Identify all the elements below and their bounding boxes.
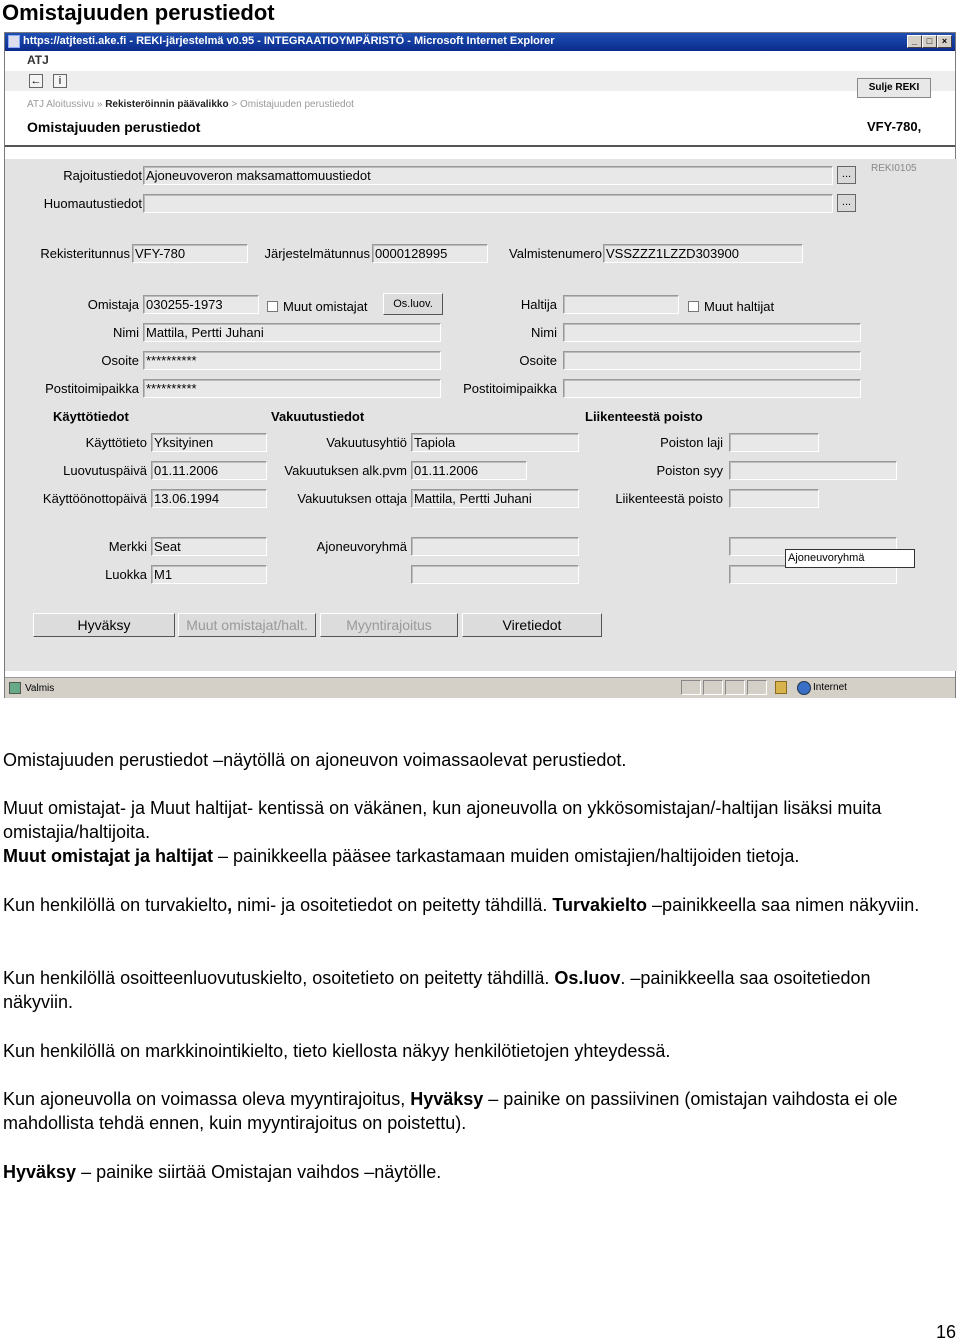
valmistenumero-field[interactable]: VSSZZZ1LZZD303900 [603, 244, 803, 263]
vakuutuksen-alk-field[interactable]: 01.11.2006 [411, 461, 527, 480]
maximize-button[interactable]: □ [922, 35, 937, 48]
vakuutusyhtio-label: Vakuutusyhtiö [326, 435, 407, 450]
breadcrumb-paavalikko[interactable]: Rekisteröinnin päävalikko [105, 99, 229, 110]
breadcrumb: ATJ Aloitussivu » Rekisteröinnin päävalikko > Omistajuuden perustiedot [27, 99, 354, 110]
paragraph-2: Muut omistajat- ja Muut haltijat- kentissä on väkänen, kun ajoneuvolla on ykkösomistajan/-haltijan lisäksi muita omistajia/haltijoita. Muut omistajat ja haltijat – painikkeella pääsee tarkastamaan muiden omistajien/haltijoiden tietoja. [3, 798, 882, 866]
merkki-label: Merkki [108, 539, 147, 554]
kayttotieto-field[interactable]: Yksityinen [151, 433, 267, 452]
vakuutuksen-ottaja-label: Vakuutuksen ottaja [297, 491, 407, 506]
page-registration: VFY-780, [867, 119, 922, 134]
liikenteesta-poisto-field[interactable] [729, 489, 819, 508]
huomautustiedot-field[interactable] [143, 194, 833, 213]
browser-window [4, 32, 956, 698]
vakuutustiedot-heading: Vakuutustiedot [271, 409, 365, 424]
omistaja-label: Omistaja [87, 297, 139, 312]
info-icon[interactable]: i [53, 74, 67, 88]
poiston-syy-field[interactable] [729, 461, 897, 480]
viretiedot-button[interactable]: Viretiedot [462, 613, 602, 637]
muut-omistajat-checkbox[interactable] [267, 301, 278, 312]
kayttoonottopaiva-field[interactable]: 13.06.1994 [151, 489, 267, 508]
breadcrumb-current: Omistajuuden perustiedot [239, 99, 354, 110]
status-segment [681, 680, 701, 695]
poiston-laji-label: Poiston laji [660, 435, 723, 450]
luokka-field[interactable]: M1 [151, 565, 267, 584]
poiston-laji-field[interactable] [729, 433, 819, 452]
haltija-field[interactable] [563, 295, 679, 314]
haltija-nimi-label: Nimi [531, 325, 557, 340]
screen-code: REKI0105 [871, 163, 917, 174]
postitoimipaikka-field[interactable]: ********** [143, 379, 441, 398]
osluov-button[interactable]: Os.luov. [383, 293, 443, 315]
haltija-nimi-field[interactable] [563, 323, 861, 342]
liikenteesta-poisto-heading: Liikenteestä poisto [585, 409, 703, 424]
haltija-postitoimipaikka-label: Postitoimipaikka [463, 381, 557, 396]
hyvaksy-button[interactable]: Hyväksy [33, 613, 175, 637]
form-area [5, 159, 957, 671]
vakuutuksen-ottaja-field[interactable]: Mattila, Pertti Juhani [411, 489, 579, 508]
luokka-label: Luokka [105, 567, 147, 582]
paragraph-5: Kun henkilöllä on markkinointikielto, tieto kiellosta näkyy henkilötietojen yhteydessä. [3, 1041, 671, 1061]
divider [5, 145, 955, 147]
nimi-field[interactable]: Mattila, Pertti Juhani [143, 323, 441, 342]
close-window-button[interactable]: × [937, 35, 952, 48]
haltija-osoite-label: Osoite [519, 353, 557, 368]
kayttotieto-label: Käyttötieto [85, 435, 147, 450]
status-segment [703, 680, 723, 695]
paragraph-4: Kun henkilöllä osoitteenluovutuskielto, osoitetieto on peitetty tähdillä. Os.luov. –painikkeella saa osoitetiedon näkyviin. [3, 968, 871, 1012]
osoite-field[interactable]: ********** [143, 351, 441, 370]
status-text: Valmis [25, 683, 55, 694]
window-title: https://atjtesti.ake.fi - REKI-järjestelmä v0.95 - INTEGRAATIOYMPÄRISTÖ - Microsoft Internet Explorer [23, 35, 555, 47]
merkki-field[interactable]: Seat [151, 537, 267, 556]
huomautustiedot-more-button[interactable]: ... [837, 194, 856, 212]
vakuutusyhtio-field[interactable]: Tapiola [411, 433, 579, 452]
breadcrumb-aloitussivu[interactable]: ATJ Aloitussivu [27, 99, 95, 110]
close-reki-button[interactable]: Sulje REKI [857, 78, 931, 98]
osoite-label: Osoite [101, 353, 139, 368]
paragraph-7: Hyväksy – painike siirtää Omistajan vaihdos –näytölle. [3, 1162, 442, 1182]
jarjestelmatunnus-field[interactable]: 0000128995 [372, 244, 488, 263]
postitoimipaikka-label: Postitoimipaikka [45, 381, 139, 396]
document-title: Omistajuuden perustiedot [2, 0, 275, 25]
ajoneuvoryhma-field[interactable] [411, 537, 579, 556]
muut-haltijat-label: Muut haltijat [704, 299, 775, 314]
rajoitustiedot-field[interactable]: Ajoneuvoveron maksamattomuustiedot [143, 166, 833, 185]
globe-icon [797, 681, 811, 695]
haltija-postitoimipaikka-field[interactable] [563, 379, 861, 398]
page-number: 16 [935, 1322, 956, 1342]
ajoneuvoryhma-tooltip: Ajoneuvoryhmä [785, 549, 915, 568]
status-segment [747, 680, 767, 695]
back-arrow-icon[interactable]: ← [30, 75, 42, 87]
jarjestelmatunnus-label: Järjestelmätunnus [264, 246, 370, 261]
ajoneuvoryhma-extra-field[interactable] [411, 565, 579, 584]
valmistenumero-label: Valmistenumero [509, 246, 602, 261]
rajoitustiedot-more-button[interactable]: ... [837, 166, 856, 184]
haltija-label: Haltija [520, 297, 557, 312]
huomautustiedot-label: Huomautustiedot [43, 196, 142, 211]
ie-icon [8, 35, 20, 48]
paragraph-6: Kun ajoneuvolla on voimassa oleva myyntirajoitus, Hyväksy – painike on passiivinen (omistajan vaihdosta ei ole mahdollista tehdä ennen, kuin myyntirajoitus on poistettu). [3, 1089, 898, 1133]
page-icon [9, 682, 21, 694]
rekisteritunnus-label: Rekisteritunnus [40, 246, 130, 261]
nimi-label: Nimi [113, 325, 139, 340]
page-heading: Omistajuuden perustiedot [27, 119, 201, 135]
status-segment [725, 680, 745, 695]
paragraph-3: Kun henkilöllä on turvakielto, nimi- ja osoitetiedot on peitetty tähdillä. Turvakielto –painikkeella saa nimen näkyviin. [3, 895, 920, 915]
vakuutuksen-alk-label: Vakuutuksen alk.pvm [284, 463, 407, 478]
app-label: ATJ [27, 53, 49, 67]
muut-omistajat-label: Muut omistajat [283, 299, 368, 314]
myyntirajoitus-button[interactable]: Myyntirajoitus [320, 613, 458, 637]
lock-icon [775, 681, 787, 694]
zone-text: Internet [813, 682, 847, 693]
minimize-button[interactable]: _ [907, 35, 922, 48]
muut-haltijat-checkbox[interactable] [688, 301, 699, 312]
rekisteritunnus-field[interactable]: VFY-780 [132, 244, 248, 263]
luovutuspaiva-label: Luovutuspäivä [63, 463, 147, 478]
haltija-osoite-field[interactable] [563, 351, 861, 370]
title-bar [5, 33, 955, 51]
liikenteesta-poisto-label: Liikenteestä poisto [615, 491, 723, 506]
ajoneuvoryhma-label: Ajoneuvoryhmä [316, 539, 407, 554]
luovutuspaiva-field[interactable]: 01.11.2006 [151, 461, 267, 480]
kayttotiedot-heading: Käyttötiedot [53, 409, 129, 424]
kayttoonottopaiva-label: Käyttöönottopäivä [42, 491, 147, 506]
omistaja-field[interactable]: 030255-1973 [143, 295, 259, 314]
rajoitustiedot-label: Rajoitustiedot [63, 168, 142, 183]
status-bar [5, 677, 955, 698]
paragraph-1: Omistajuuden perustiedot –näytöllä on ajoneuvon voimassaolevat perustiedot. [3, 750, 627, 770]
poiston-syy-label: Poiston syy [656, 463, 723, 478]
muut-omistajat-halt-button[interactable]: Muut omistajat/halt. [178, 613, 316, 637]
toolbar [5, 71, 955, 91]
